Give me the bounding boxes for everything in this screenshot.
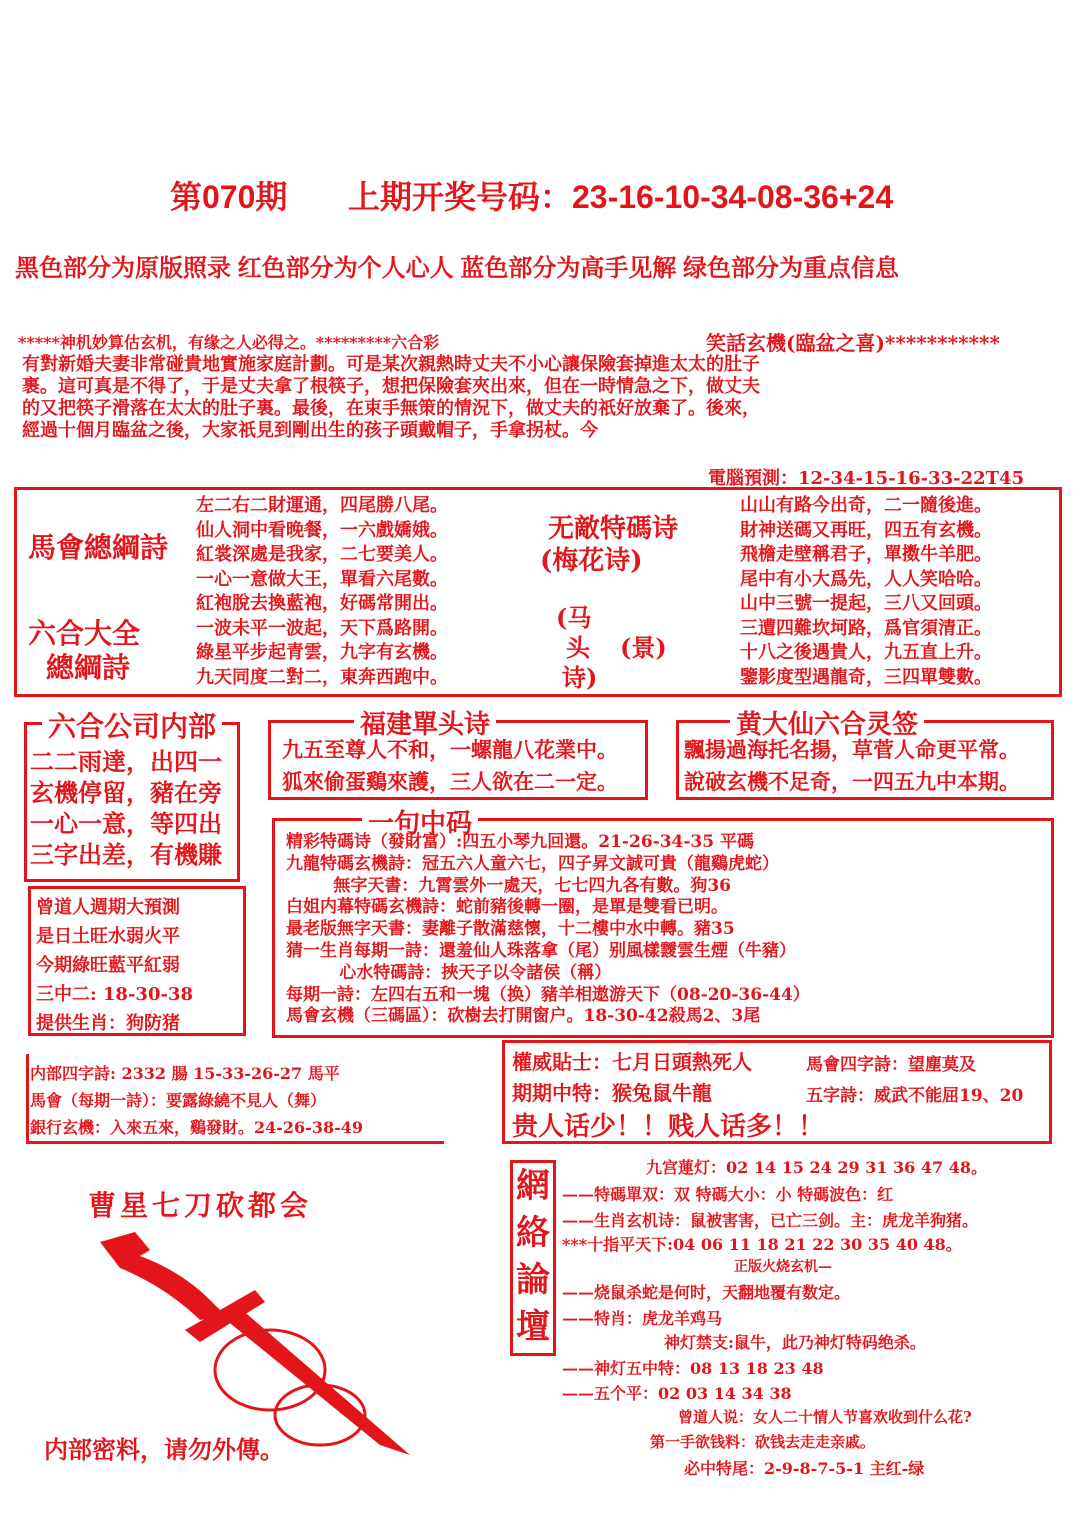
sentence-title: 一句中码 [362,803,478,840]
authority-five-char: 五字詩：威武不能屈19、20 [806,1086,1024,1106]
zeng-line: 提供生肖：狗防猪 [36,1013,180,1034]
poem-line: 山中三號一提起，三八又回頭。 [740,593,992,614]
poem-line: 鑒影度型遇龍奇，三四單雙數。 [740,666,992,688]
company-line: 玄機停留，豬在旁 [30,778,222,807]
sentence-line: 心水特碼詩：挾天子以令諸侯（稱） [286,962,612,983]
poem-line: 十八之後遇貴人，九五直上升。 [740,642,992,663]
forum-vertical-title [510,1160,556,1356]
poem-mid-horsehead-3: 诗) [562,663,598,692]
sword-grip [120,1250,225,1320]
internal-line: 内部四字詩: 2332 腸 15-33-26-27 馬平 [30,1064,340,1083]
authority-slogan: 贵人话少！！贱人话多！！ [512,1112,825,1142]
poem-left-lines [196,494,448,690]
sentence-line: 九龍特碼玄機詩：冠五六人童六七，四子昇文誠可貴（龍鷄虎蛇） [286,853,779,874]
sentence-line: 最老版無字天書：妻離子散滿慈懷，十二樓中水中轉。豬35 [286,919,735,940]
forum-lotus-lamp: 九宫蓮灯：02 14 15 24 29 31 36 47 48。 [646,1158,987,1177]
poem-line: 一波未平一波起，天下爲路開。 [196,617,448,639]
huang-lines [684,734,1020,798]
company-line: 三字出差，有機賺 [30,840,222,869]
internal-lines [30,1060,363,1141]
sentence-line: 白姐内幕特碼玄機詩：蛇前豬後轉一圈，是單是雙看已明。 [286,897,728,918]
joke-heading-left: *****神机妙算估玄机，有缘之人必得之。*********六合彩 [18,333,440,352]
poem-mid-title: 无敵特碼诗 [548,514,679,544]
poem-line: 紅裳深處是我家，二七要美人。 [196,544,448,565]
sentence-line: 馬會玄機（三碼區）：砍樹去打開窗户。18-30-42殺馬2、3尾 [286,1006,761,1027]
sword-footer: 内部密料，请勿外傳。 [44,1435,284,1464]
sentence-line: 每期一詩：左四右五和一塊（换）豬羊相遨游天下（08-20-36-44） [286,984,810,1005]
joke-body [22,354,1067,442]
sentence-line: 猜一生肖每期一詩：還羞仙人珠落拿（尾）别風樣靉雲生煙（牛豬） [286,940,796,961]
sword-title: 曹星七刀砍都会 [88,1189,313,1222]
poem-title-liuhe: 六合大全 [28,617,141,650]
forum-line: 曾道人说：女人二十情人节喜欢收到什么花? [678,1408,972,1426]
company-line: 二二雨達，出四一 [30,747,222,776]
color-legend: 黑色部分为原版照录 红色部分为个人心人 蓝色部分为高手见解 绿色部分为重点信息 [15,255,900,282]
forum-line: 正版火烧玄机— [734,1259,832,1275]
joke-line: 有對新婚夫妻非常碰貴地實施家庭計劃。可是某次親熱時丈夫不小心讓保險套掉進太太的肚子 [22,354,760,375]
forum-char: 壇 [516,1307,550,1347]
poem-line: 一心一意做大王，單看六尾數。 [196,568,448,590]
authority-tip: 權威貼士：七月日頭熱死人 [512,1050,752,1074]
poem-mid-horsehead-2: 头 [566,633,590,662]
sword-illustration [80,1220,420,1460]
poem-line: 九天同度二對二，東奔西跑中。 [196,666,448,688]
forum-char: 網 [516,1166,550,1206]
forum-char: 論 [516,1260,550,1300]
forum-line: ——神灯五中特：08 13 18 23 48 [562,1359,824,1378]
forum-line: ——生肖玄机诗：鼠被害害，已亡三剑。主：虎龙羊狗猪。 [562,1211,979,1230]
poem-mid-scene: (景) [620,633,667,662]
zeng-lines [36,894,193,1038]
forum-char: 絡 [516,1213,550,1253]
forum-line: 第一手欲钱料：砍钱去走走亲戚。 [650,1433,876,1451]
sentence-line: 精彩特碼诗（發財富）:四五小琴九回還。21-26-34-35 平碼 [286,832,754,852]
company-title: 六合公司内部 [42,705,222,745]
poem-line: 仙人洞中看晚餐，一六戲嬌娥。 [196,519,448,541]
poem-line: 財神送碼又再旺，四五有玄機。 [740,519,992,541]
forum-line: 必中特尾：2-9-8-7-5-1 主红-绿 [684,1459,925,1478]
sentence-lines [286,832,810,1028]
forum-line: ——特碼單双：双 特碼大小：小 特碼波色：红 [562,1185,894,1204]
poem-line: 山山有路今出奇，二一隨後進。 [740,495,992,516]
joke-line: 裹。這可真是不得了，于是丈夫拿了根筷子，想把保險套夾出來，但在一時情急之下，做丈夫 [22,376,760,397]
fujian-line: 狐來偷蛋鷄來護，三人欲在二一定。 [282,769,618,794]
issue-number: 第070期 [170,179,288,215]
poem-line: 紅袍脫去換藍袍，好碼常開出。 [196,593,448,614]
forum-line: ——特肖：虎龙羊鸡马 [562,1309,723,1328]
last-draw-numbers: 上期开奖号码：23-16-10-34-08-36+24 [348,179,894,215]
poem-right-lines [740,494,992,690]
forum-line: ——五个平：02 03 14 34 38 [562,1384,792,1403]
zeng-line: 今期綠旺藍平紅弱 [36,955,180,976]
forum-line: ***十指平天下:04 06 11 18 21 22 30 35 40 48。 [562,1235,962,1254]
poem-line: 尾中有小大爲先，人人笑哈哈。 [740,568,992,590]
fujian-line: 九五至尊人不和，一螺龍八花業中。 [282,737,618,762]
authority-four-char: 馬會四字詩：望塵莫及 [806,1055,976,1075]
huang-line: 說破玄機不足奇，一四五九中本期。 [684,769,1020,794]
forum-line: ——烧鼠杀蛇是何时，天翻地覆有数定。 [562,1283,851,1302]
internal-line: 馬會（每期一詩）：要露綠繞不見人（舞） [30,1091,327,1110]
joke-line: 的又把筷子滑落在太太的肚子裏。最後，在束手無策的情況下，做丈夫的祇好放棄了。後來， [22,398,760,419]
poem-title-horse: 馬會總綱詩 [28,531,169,564]
joke-heading-right: 笑話玄機(臨盆之喜)*********** [706,331,1000,355]
company-lines [30,746,222,870]
computer-prediction: 電腦預測：12-34-15-16-33-22T45 [708,468,1025,489]
huang-title: 黄大仙六合灵签 [730,704,924,741]
poem-mid-horsehead-1: (马 [556,603,592,632]
poem-mid-subtitle: (梅花诗) [540,546,643,576]
huang-line: 飄揚過海托名揚，草菅人命更平常。 [684,737,1020,762]
poem-title-liuhe-2: 總綱詩 [46,651,131,684]
zeng-line: 是日土旺水弱火平 [36,926,180,947]
authority-zodiac: 期期中特：猴兔鼠牛龍 [512,1081,712,1105]
poem-line: 三遭四難坎坷路，爲官須清正。 [740,617,992,639]
fujian-title: 福建單头诗 [354,704,496,741]
zeng-title: 曾道人週期大預測 [36,897,180,918]
poem-line: 飛檐走壁稱君子，單擞牛羊肥。 [740,544,992,565]
zeng-line: 三中二: 18-30-38 [36,984,193,1005]
fujian-lines [282,734,618,798]
internal-line: 銀行玄機：入來五來，鷄發財。24-26-38-49 [30,1118,363,1137]
poem-line: 綠星平步起青雲，九字有玄機。 [196,642,448,663]
sentence-line: 無字天書：九霄雲外一處天，七七四九各有數。狗36 [286,875,732,896]
poem-line: 左二右二財運通，四尾勝八尾。 [196,495,448,516]
company-line: 一心一意，等四出 [30,809,222,838]
forum-line: 神灯禁支:鼠牛，此乃神灯特码绝杀。 [664,1333,926,1352]
joke-line: 經過十個月臨盆之後，大家祇見到剛出生的孩子頭戴帽子，手拿拐杖。今 [22,420,598,441]
